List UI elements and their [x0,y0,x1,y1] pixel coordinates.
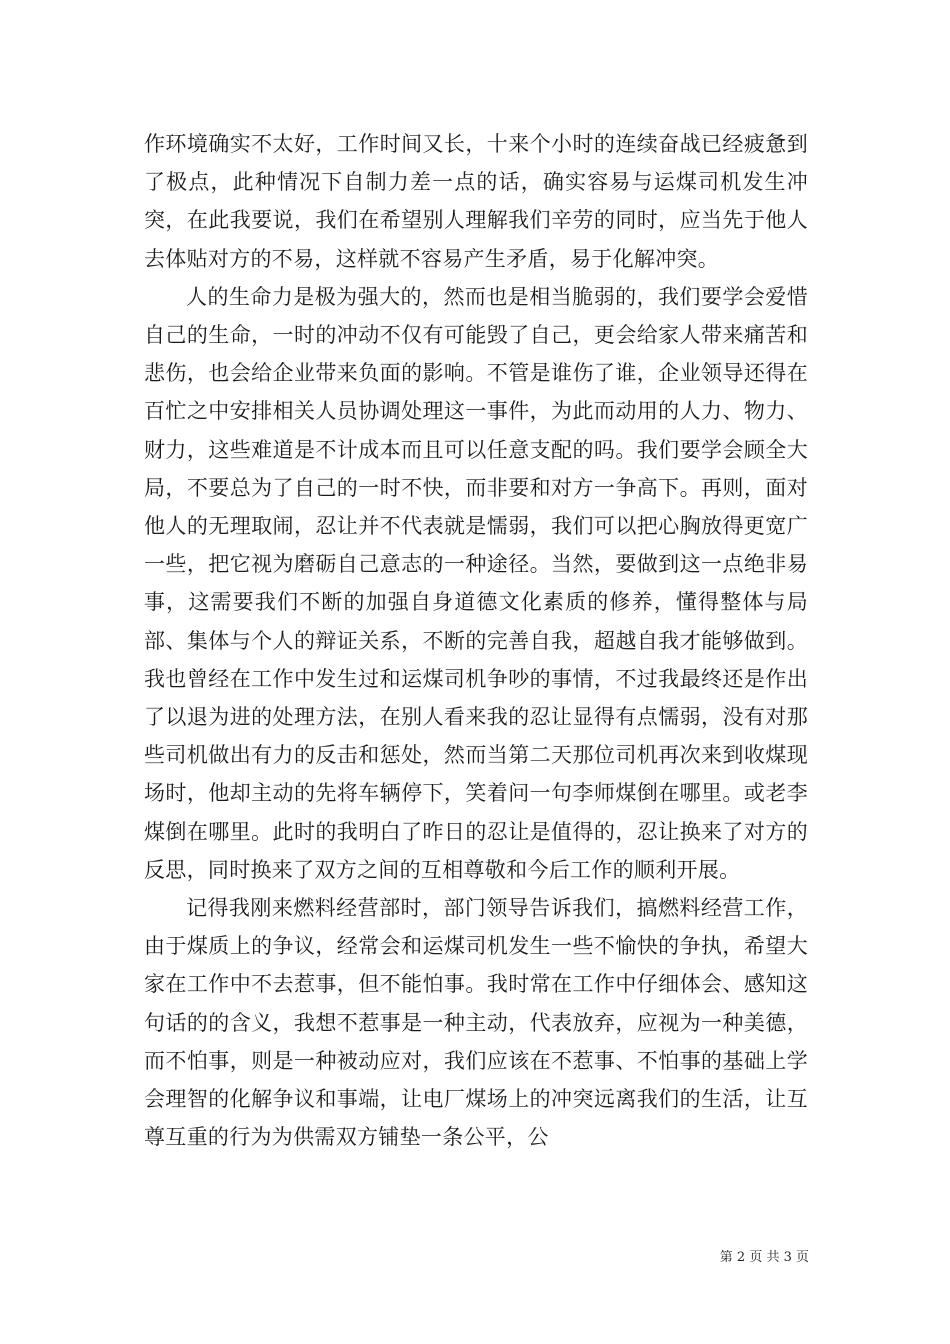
document-body [144,125,808,1156]
page-footer [0,1248,950,1268]
paragraph-2: 人的生命力是极为强大的，然而也是相当脆弱的，我们要学会爱惜自己的生命，一时的冲动不仅有可能毁了自己，更会给家人带来痛苦和悲伤，也会给企业带来负面的影响。不管是谁伤了谁，企业领导还得在百忙之中安排相关人员协调处理这一事件，为此而动用的人力、物力、财力，这些难道是不计成本而且可以任意支配的吗。我们要学会顾全大局，不要总为了自己的一时不快，而非要和对方一争高下。再则，面对他人的无理取闹，忍让并不代表就是懦弱，我们可以把心胸放得更宽广一些，把它视为磨砺自己意志的一种途径。当然，要做到这一点绝非易事，这需要我们不断的加强自身道德文化素质的修养，懂得整体与局部、集体与个人的辩证关系，不断的完善自我，超越自我才能够做到。我也曾经在工作中发生过和运煤司机争吵的事情，不过我最终还是作出了以退为进的处理方法，在别人看来我的忍让显得有点懦弱，没有对那些司机做出有力的反击和惩处，然而当第二天那位司机再次来到收煤现场时，他却主动的先将车辆停下，笑着问一句李师煤倒在哪里。或老李煤倒在哪里。此时的我明白了昨日的忍让是值得的，忍让换来了对方的反思，同时换来了双方之间的互相尊敬和今后工作的顺利开展。 [144,284,808,882]
paragraph-3: 记得我刚来燃料经营部时，部门领导告诉我们，搞燃料经营工作，由于煤质上的争议，经常会和运煤司机发生一些不愉快的争执，希望大家在工作中不去惹事，但不能怕事。我时常在工作中仔细体会、感知这句话的的含义，我想不惹事是一种主动，代表放弃，应视为一种美德，而不怕事，则是一种被动应对，我们应该在不惹事、不怕事的基础上学会理智的化解争议和事端，让电厂煤场上的冲突远离我们的生活，让互尊互重的行为为供需双方铺垫一条公平，公 [144,896,808,1150]
paragraph-1: 作环境确实不太好，工作时间又长，十来个小时的连续奋战已经疲惫到了极点，此种情况下自制力差一点的话，确实容易与运煤司机发生冲突，在此我要说，我们在希望别人理解我们辛劳的同时，应当先于他人去体贴对方的不易，这样就不容易产生矛盾，易于化解冲突。 [144,132,808,271]
page-number: 第 2 页 共 3 页 [719,1250,809,1265]
